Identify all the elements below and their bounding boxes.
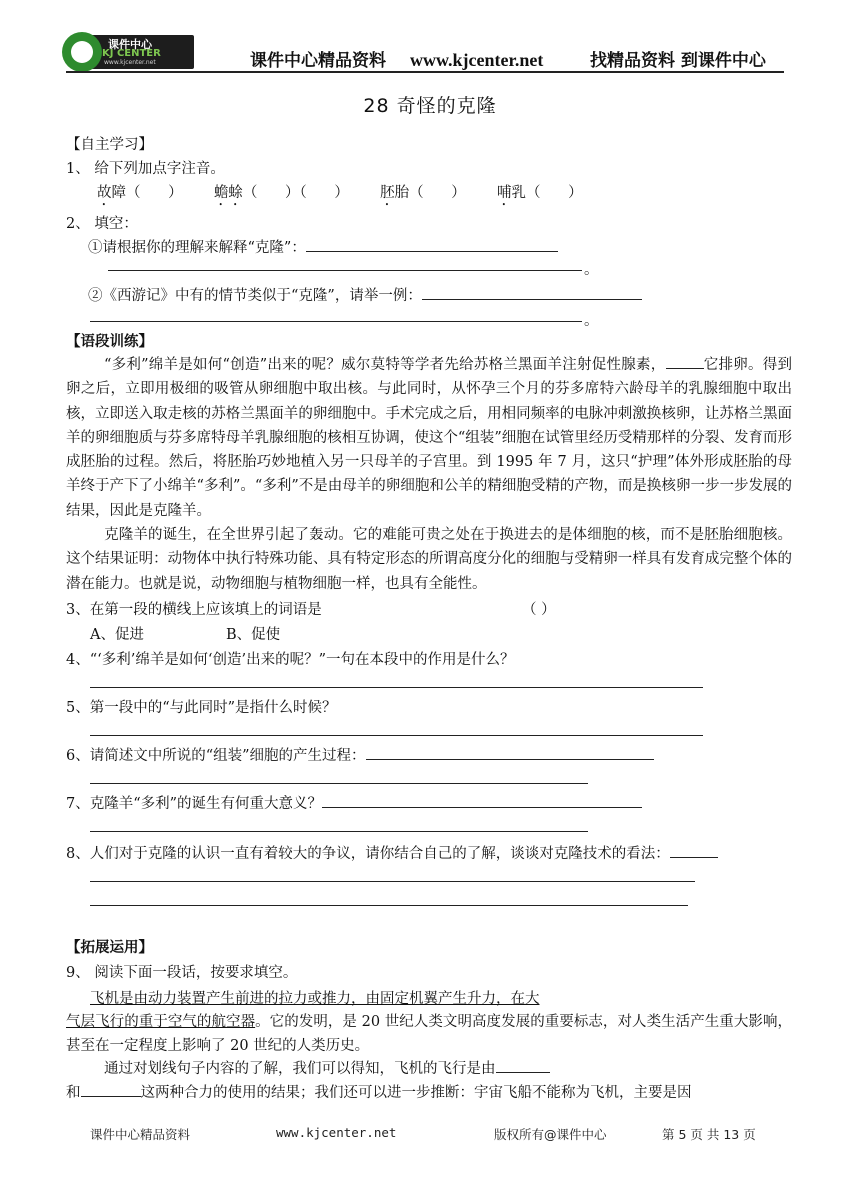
question-1: 1、 给下列加点字注音。 bbox=[66, 161, 225, 177]
header-url: www.kjcenter.net bbox=[410, 50, 544, 70]
logo-url-text: www.kjcenter.net bbox=[104, 59, 156, 66]
answer-blank-9b[interactable] bbox=[81, 1082, 141, 1097]
reading-paragraph-2 bbox=[66, 523, 792, 596]
question-8 bbox=[66, 842, 718, 863]
header-site-name: 课件中心精品资料 bbox=[250, 51, 386, 71]
footer-url: www.kjcenter.net bbox=[276, 1125, 397, 1140]
question-5: 5、第一段中的“与此同时”是指什么时候？ bbox=[66, 700, 337, 716]
logo bbox=[62, 30, 196, 74]
header-slogan: 找精品资料 到课件中心 bbox=[590, 51, 766, 71]
section-heading-self-study: 【自主学习】 bbox=[66, 137, 153, 153]
footer-site-name: 课件中心精品资料 bbox=[90, 1127, 191, 1142]
pinyin-items bbox=[97, 181, 583, 209]
footer-page-number: 第 5 页 共 13 页 bbox=[662, 1127, 756, 1142]
page-header bbox=[250, 46, 790, 71]
pinyin-item-3: 胚胎（ ） bbox=[380, 185, 466, 201]
reading-paragraph-1 bbox=[66, 353, 792, 523]
question-2a-text: ①请根据你的理解来解释“克隆”： bbox=[88, 240, 306, 256]
answer-blank-6[interactable] bbox=[366, 745, 654, 760]
extension-paragraph-2-text: 通过对划线句子内容的了解，我们可以得知，飞机的飞行是由 bbox=[104, 1061, 496, 1077]
extension-and-text: 和 bbox=[66, 1085, 81, 1101]
extension-paragraph-2-end: 这两种合力的使用的结果；我们还可以进一步推断：宇宙飞船不能称为飞机，主要是因 bbox=[140, 1085, 692, 1101]
pinyin-item-4: 哺乳（ ） bbox=[497, 185, 583, 201]
pinyin-item-2: 蟾蜍（ ）（ ） bbox=[213, 185, 349, 201]
question-3: 3、在第一段的横线上应该填上的词语是 bbox=[66, 602, 322, 618]
answer-line-8b[interactable] bbox=[90, 905, 688, 906]
question-7 bbox=[66, 792, 642, 813]
period-2a: 。 bbox=[584, 262, 599, 278]
question-9: 9、 阅读下面一段话，按要求填空。 bbox=[66, 965, 298, 981]
logo-emblem-icon bbox=[62, 32, 102, 72]
footer-copyright: 版权所有@课件中心 bbox=[494, 1127, 607, 1142]
answer-blank-7[interactable] bbox=[322, 793, 642, 808]
extension-paragraph-1-rest: 。它的发明，是 20 世纪人类文明高度发展的重要标志，对人类生活产生重大影响，甚至在一定程度上影响了 20 世纪的人类历史。 bbox=[66, 1014, 793, 1055]
answer-line-5[interactable] bbox=[90, 735, 703, 736]
extension-paragraph-2-line-1 bbox=[104, 1057, 550, 1078]
logo-latin-text: KJ CENTER bbox=[102, 48, 161, 59]
answer-line-6[interactable] bbox=[90, 783, 588, 784]
question-2a bbox=[88, 236, 558, 257]
question-4: 4、“‘多利’绵羊是如何‘创造’出来的呢？”一句在本段中的作用是什么？ bbox=[66, 652, 515, 668]
paragraph-1-start: “多利”绵羊是如何“创造”出来的呢？威尔莫特等学者先给苏格兰黑面羊注射促性腺素， bbox=[104, 357, 666, 373]
question-2b bbox=[88, 284, 642, 305]
answer-blank-9a[interactable] bbox=[496, 1058, 550, 1073]
answer-line-2a[interactable] bbox=[108, 270, 582, 271]
answer-blank-2a[interactable] bbox=[306, 237, 558, 252]
question-2: 2、 填空： bbox=[66, 216, 138, 232]
paragraph-2-text: 克隆羊的诞生，在全世界引起了轰动。它的难能可贵之处在于换进去的是体细胞的核，而不是胚胎细胞核。这个结果证明：动物体中执行特殊功能、具有特定形态的所谓高度分化的细胞与受精卵一样具有发育成完整个体的潜在能力。也就是说，动物细胞与植物细胞一样，也具有全能性。 bbox=[66, 527, 792, 592]
question-7-text: 7、克隆羊“多利”的诞生有何重大意义？ bbox=[66, 796, 323, 812]
header-divider bbox=[66, 71, 784, 73]
question-3-option-a: A、促进 bbox=[90, 627, 144, 643]
answer-blank-3[interactable] bbox=[666, 354, 704, 369]
paragraph-1-rest: 它排卵。得到卵之后，立即用极细的吸管从卵细胞中取出核。与此同时，从怀孕三个月的芬多席特六龄母羊的乳腺细胞中取出核，立即送入取走核的苏格兰黑面羊的卵细胞中。手术完成之后，用相同频率的电脉冲刺激换核卵，让苏格兰黑面羊的卵细胞质与芬多席特母羊乳腺细胞的核相互协调，使这个“组装”细胞在试管里经历受精那样的分裂、发育而形成胚胎的过程。然后，将胚胎巧妙地植入另一只母羊的子宫里。到 1995 年 7 月，这只“护理”体外形成胚胎的母羊终于产下了小绵羊“多利”。“多利”不是由母羊的卵细胞和公羊的精细胞受精的产物，而是换核卵一步一步发展的结果，因此是克隆羊。 bbox=[66, 357, 792, 519]
logo-chinese-text: 课件中心 bbox=[108, 38, 152, 51]
answer-blank-2b[interactable] bbox=[422, 285, 642, 300]
question-6 bbox=[66, 744, 654, 765]
pinyin-item-1: 故障（ ） bbox=[97, 185, 183, 201]
underlined-sentence-part-2: 气层飞行的重于空气的航空器 bbox=[66, 1014, 256, 1030]
extension-paragraph-1 bbox=[66, 1010, 792, 1059]
underlined-sentence-part-1: 飞机是由动力装置产生前进的拉力或推力，由固定机翼产生升力，在大 bbox=[90, 991, 540, 1007]
lesson-title: 28 奇怪的克隆 bbox=[363, 95, 497, 117]
section-heading-extension: 【拓展运用】 bbox=[66, 940, 153, 956]
answer-blank-8[interactable] bbox=[670, 843, 718, 858]
question-2b-text: ②《西游记》中有的情节类似于“克隆”，请举一例： bbox=[88, 288, 422, 304]
section-heading-reading: 【语段训练】 bbox=[66, 334, 153, 350]
question-6-text: 6、请简述文中所说的“组装”细胞的产生过程： bbox=[66, 748, 366, 764]
answer-line-7[interactable] bbox=[90, 831, 588, 832]
question-3-option-b: B、促使 bbox=[226, 627, 281, 643]
answer-line-2b[interactable] bbox=[90, 321, 582, 322]
question-3-answer-paren[interactable]: （ ） bbox=[522, 602, 556, 618]
answer-line-8a[interactable] bbox=[90, 881, 695, 882]
answer-line-4[interactable] bbox=[90, 687, 703, 688]
extension-paragraph-2-line-2 bbox=[66, 1081, 692, 1102]
question-8-text: 8、人们对于克隆的认识一直有着较大的争议，请你结合自己的了解，谈谈对克隆技术的看法： bbox=[66, 846, 670, 862]
period-2b: 。 bbox=[584, 313, 599, 329]
